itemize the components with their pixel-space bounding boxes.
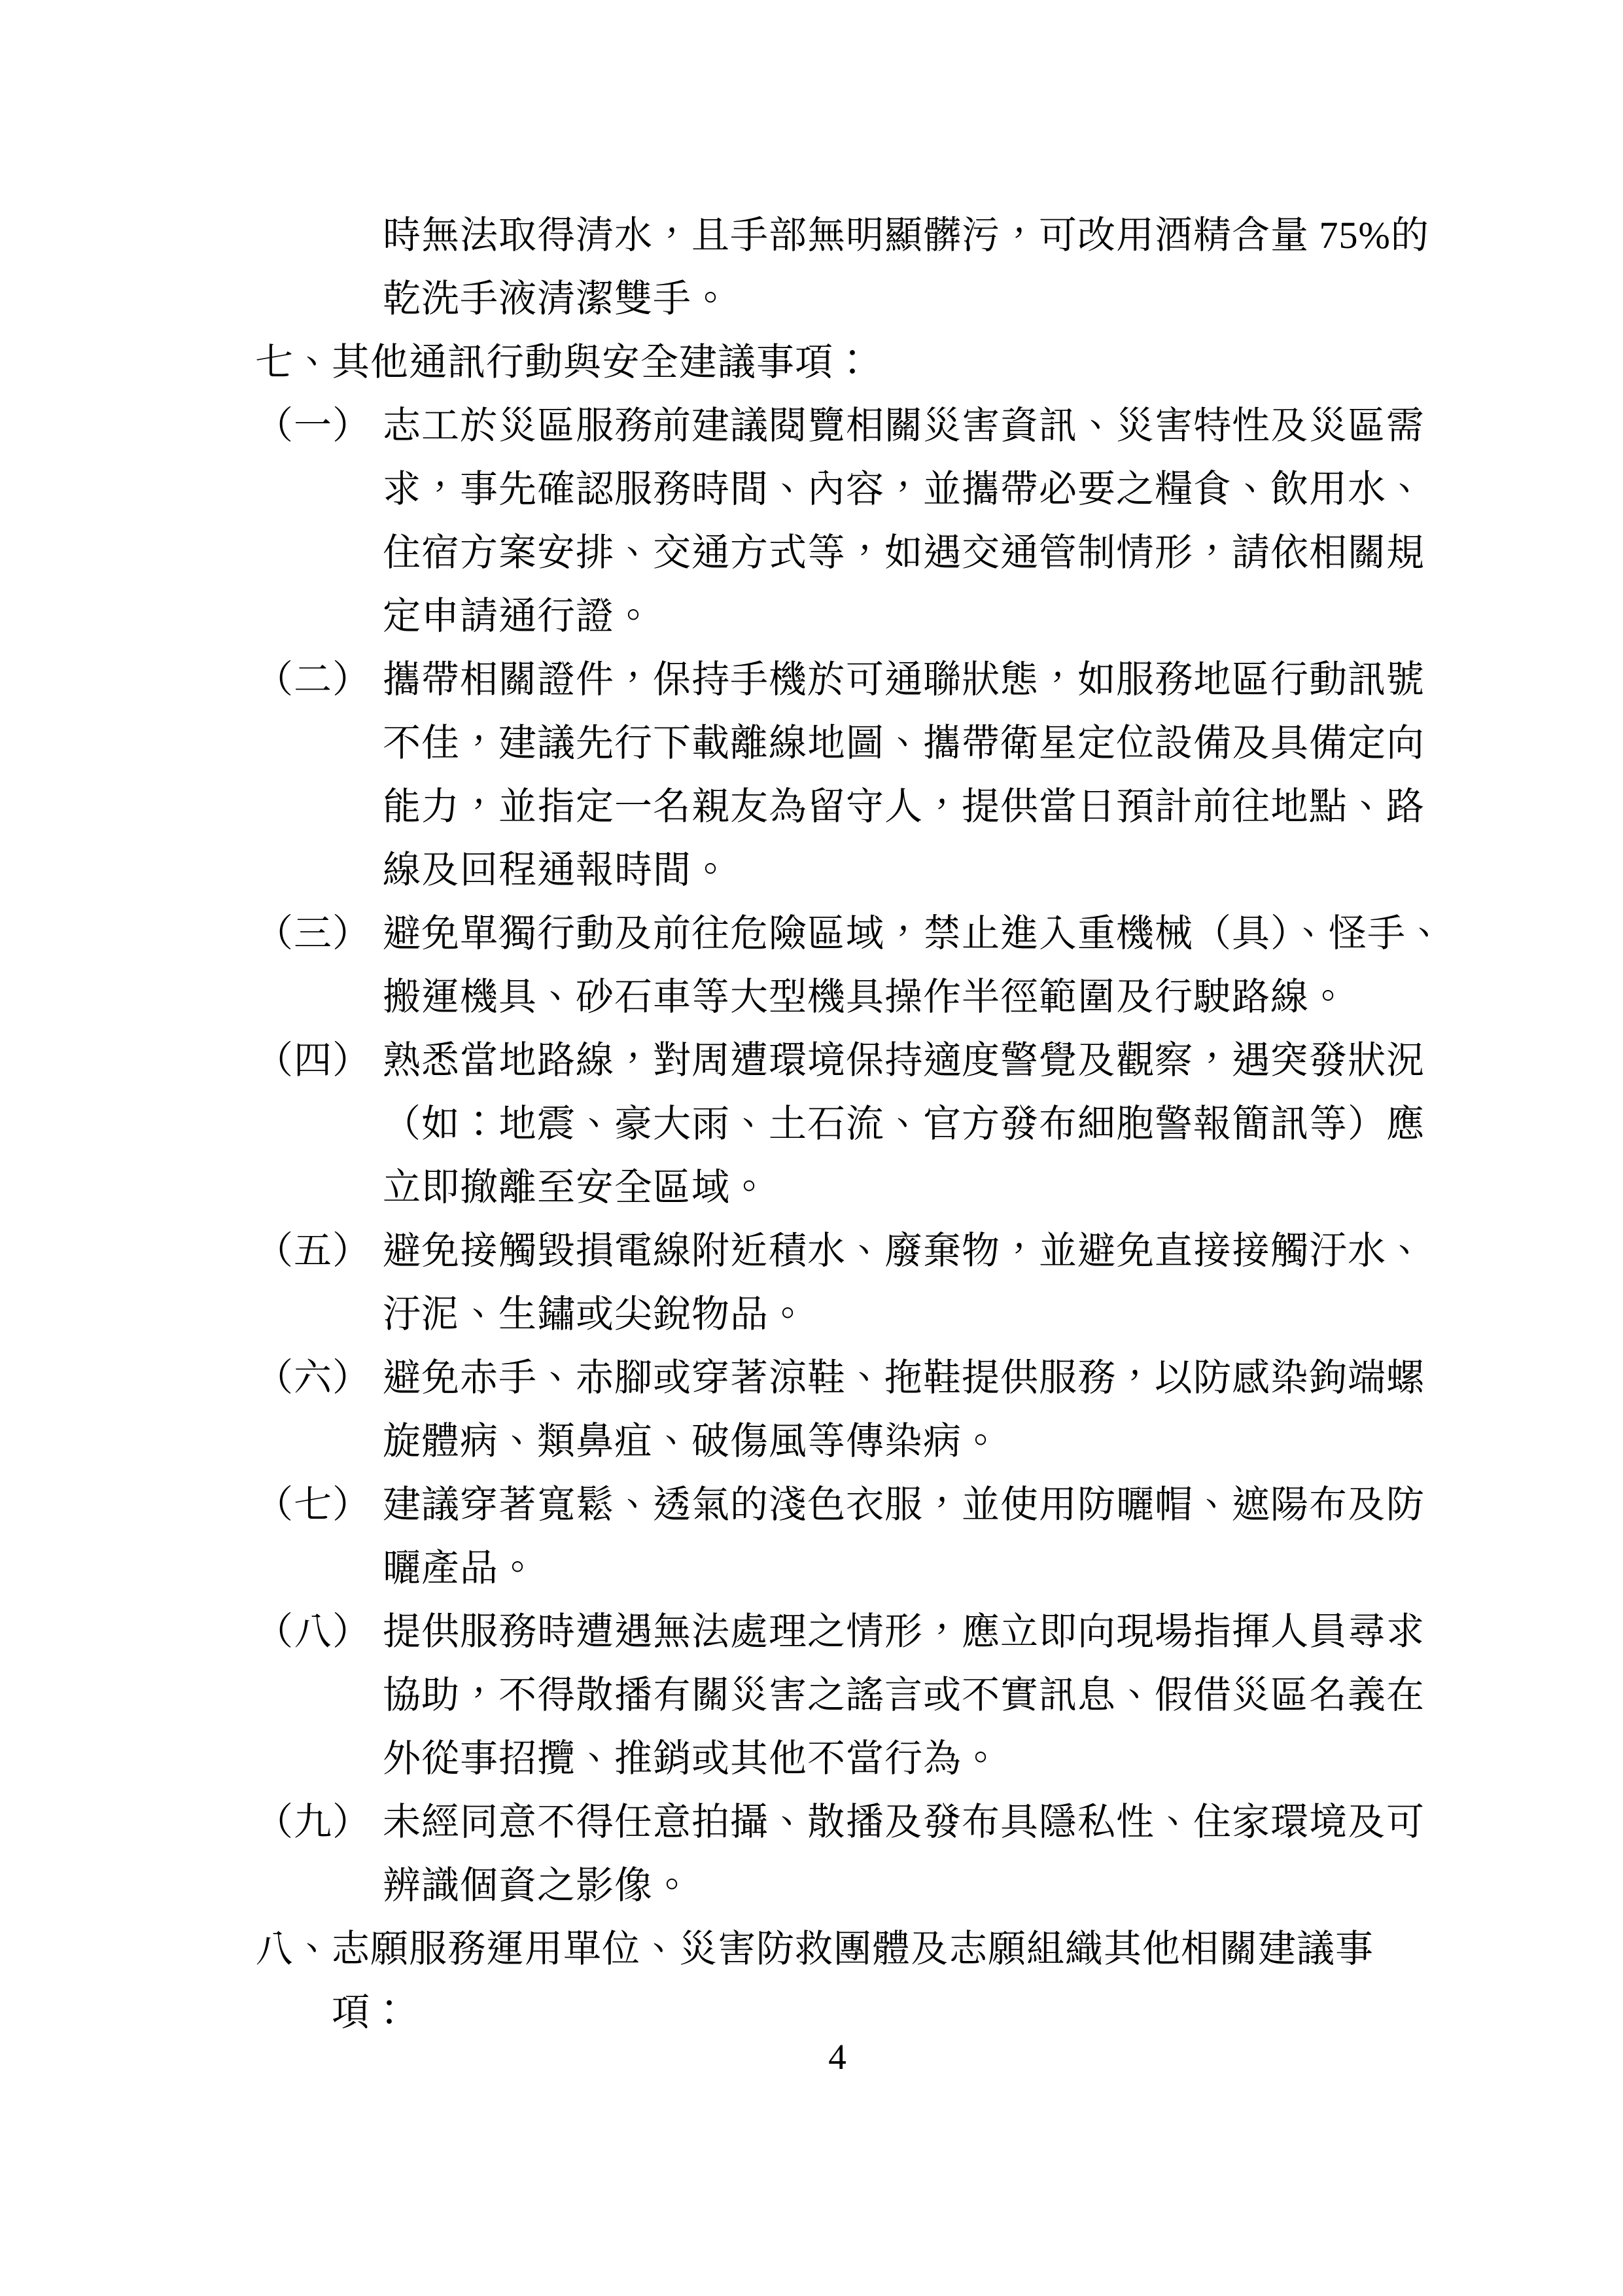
document-line [0,902,1623,965]
document-line [0,1727,1623,1790]
line-text: 熟悉當地路線，對周遭環境保持適度警覺及觀察，遇突發狀況 [383,1039,1425,1082]
line-text: 提供服務時遭遇無法處理之情形，應立即向現場指揮人員尋求 [383,1610,1425,1653]
document-body [0,203,1623,2044]
line-text: 志願服務運用單位、災害防救團體及志願組織其他相關建議事 [332,1928,1374,1970]
line-text: 避免赤手、赤腳或穿著涼鞋、拖鞋提供服務，以防感染鉤端螺 [383,1356,1425,1399]
document-line [0,775,1623,838]
line-text: 志工於災區服務前建議閱覽相關災害資訊、災害特性及災區需 [383,404,1425,447]
document-line [0,521,1623,584]
list-label: （五） [255,1229,372,1272]
line-text: 旋體病、類鼻疽、破傷風等傳染病。 [383,1420,1001,1462]
list-label: （二） [255,658,372,701]
paragraph [0,203,1623,330]
document-line [0,1663,1623,1727]
document-line [0,838,1623,902]
list-item [0,1600,1623,1790]
document-line [0,394,1623,457]
document-line [0,1282,1623,1346]
list-label: （七） [255,1483,372,1526]
line-text: 辨識個資之影像。 [383,1864,692,1907]
document-line [0,267,1623,330]
line-text: 曬產品。 [383,1547,538,1589]
document-line [0,1600,1623,1663]
document-line [0,1981,1623,2044]
list-label: （九） [255,1801,372,1843]
line-text: 外從事招攬、推銷或其他不當行為。 [383,1737,1001,1780]
list-item [0,1346,1623,1473]
line-text: 不佳，建議先行下載離線地圖、攜帶衛星定位設備及具備定向 [383,722,1425,764]
document-line [0,457,1623,521]
document-line [0,1029,1623,1092]
document-line [0,1092,1623,1156]
line-text: 定申請通行證。 [383,595,654,637]
line-text: 避免單獨行動及前往危險區域，禁止進入重機械（具）、怪手、 [383,912,1445,955]
line-text: 時無法取得清水，且手部無明顯髒污，可改用酒精含量 75%的 [383,214,1429,256]
document-line [0,1854,1623,1917]
list-label: 八、 [255,1928,333,1970]
document-line [0,711,1623,775]
list-label: （一） [255,404,372,447]
list-label: （六） [255,1356,372,1399]
section-heading [0,1917,1623,2044]
line-text: 未經同意不得任意拍攝、散播及發布具隱私性、住家環境及可 [383,1801,1425,1843]
line-text: 避免接觸毀損電線附近積水、廢棄物，並避免直接接觸汙水、 [383,1229,1425,1272]
list-item [0,394,1623,648]
line-text: 求，事先確認服務時間、內容，並攜帶必要之糧食、飲用水、 [383,468,1425,510]
list-item [0,902,1623,1029]
line-text: 項： [332,1991,410,2034]
document-line [0,1917,1623,1981]
list-item [0,1790,1623,1917]
line-text: 能力，並指定一名親友為留守人，提供當日預計前往地點、路 [383,785,1425,828]
document-line [0,648,1623,711]
line-text: 住宿方案安排、交通方式等，如遇交通管制情形，請依相關規 [383,531,1425,574]
line-text: 其他通訊行動與安全建議事項： [332,341,873,383]
list-label: （三） [255,912,372,955]
section-heading [0,330,1623,394]
line-text: 汙泥、生鏽或尖銳物品。 [383,1293,808,1335]
document-line [0,330,1623,394]
document-line [0,203,1623,267]
list-item [0,1219,1623,1346]
line-text: 立即撤離至安全區域。 [383,1166,769,1209]
line-text: 搬運機具、砂石車等大型機具操作半徑範圍及行駛路線。 [383,976,1348,1018]
list-item [0,1029,1623,1219]
line-text: 攜帶相關證件，保持手機於可通聯狀態，如服務地區行動訊號 [383,658,1425,701]
document-line [0,1473,1623,1536]
line-text: 協助，不得散播有關災害之謠言或不實訊息、假借災區名義在 [383,1674,1425,1716]
document-line [0,1536,1623,1600]
document-line [0,1156,1623,1219]
document-line [0,1346,1623,1409]
list-label: （四） [255,1039,372,1082]
line-text: 建議穿著寬鬆、透氣的淺色衣服，並使用防曬帽、遮陽布及防 [383,1483,1425,1526]
document-line [0,1790,1623,1854]
line-text: （如：地震、豪大雨、土石流、官方發布細胞警報簡訊等）應 [383,1103,1425,1145]
page-number: 4 [828,2037,846,2077]
document-line [0,584,1623,648]
document-line [0,1409,1623,1473]
list-item [0,648,1623,902]
list-item [0,1473,1623,1600]
list-label: 七、 [255,341,333,383]
document-line [0,1219,1623,1282]
line-text: 乾洗手液清潔雙手。 [383,277,731,320]
document-line [0,965,1623,1029]
list-label: （八） [255,1610,372,1653]
line-text: 線及回程通報時間。 [383,849,731,891]
